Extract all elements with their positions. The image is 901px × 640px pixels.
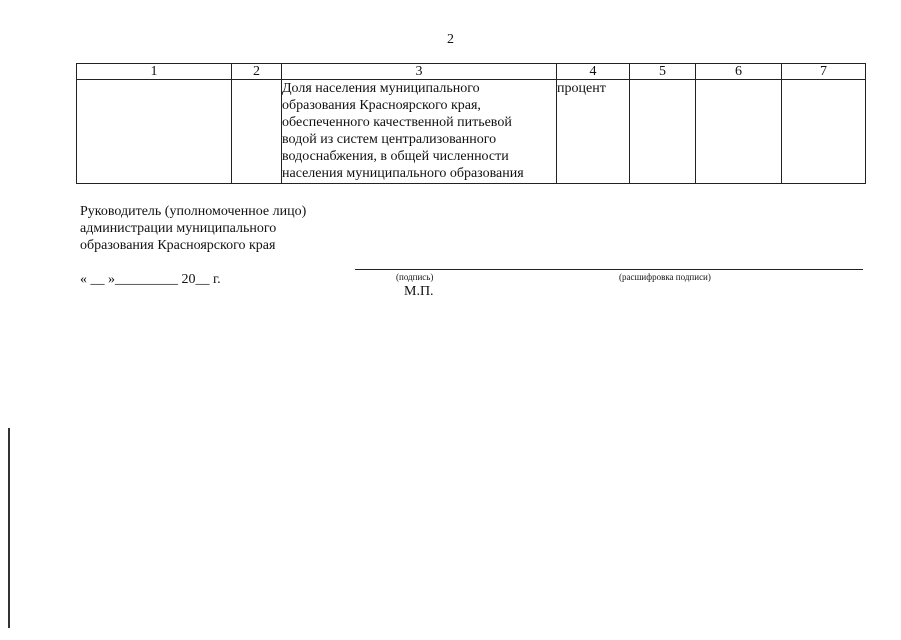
signer-line: образования Красноярского края [80,238,276,253]
cell-col2 [232,80,282,184]
indicator-name-line: водоснабжения, в общей численности [282,149,509,164]
column-header-5: 5 [630,64,696,80]
indicator-name-line: населения муниципального образования [282,166,524,181]
indicator-name-line: водой из систем централизованного [282,132,497,147]
signature-decode-caption: (расшифровка подписи) [619,272,711,282]
signer-line: Руководитель (уполномоченное лицо) [80,204,307,219]
cell-col1 [77,80,232,184]
signature-rule [355,269,863,270]
signer-line: администрации муниципального [80,221,277,236]
indicator-table [76,63,866,184]
indicator-name-cell [282,80,557,184]
cell-col5 [630,80,696,184]
page-number: 2 [447,32,454,47]
indicator-name-line: обеспеченного качественной питьевой [282,115,512,130]
column-header-2: 2 [232,64,282,80]
cell-col7 [782,80,866,184]
stamp-place: М.П. [404,284,434,299]
indicator-name-line: образования Красноярского края, [282,98,481,113]
column-header-7: 7 [782,64,866,80]
column-header-1: 1 [77,64,232,80]
signature-caption: (подпись) [396,272,434,282]
unit-cell: процент [557,80,630,184]
column-header-6: 6 [696,64,782,80]
table-header-row [77,64,866,80]
date-line: « __ »_________ 20__ г. [80,272,221,287]
cell-col6 [696,80,782,184]
column-header-3: 3 [282,64,557,80]
column-header-4: 4 [557,64,630,80]
indicator-name-line: Доля населения муниципального [282,81,480,96]
signer-title [80,203,306,254]
table-row [77,80,866,184]
scan-edge-mark [8,428,10,628]
